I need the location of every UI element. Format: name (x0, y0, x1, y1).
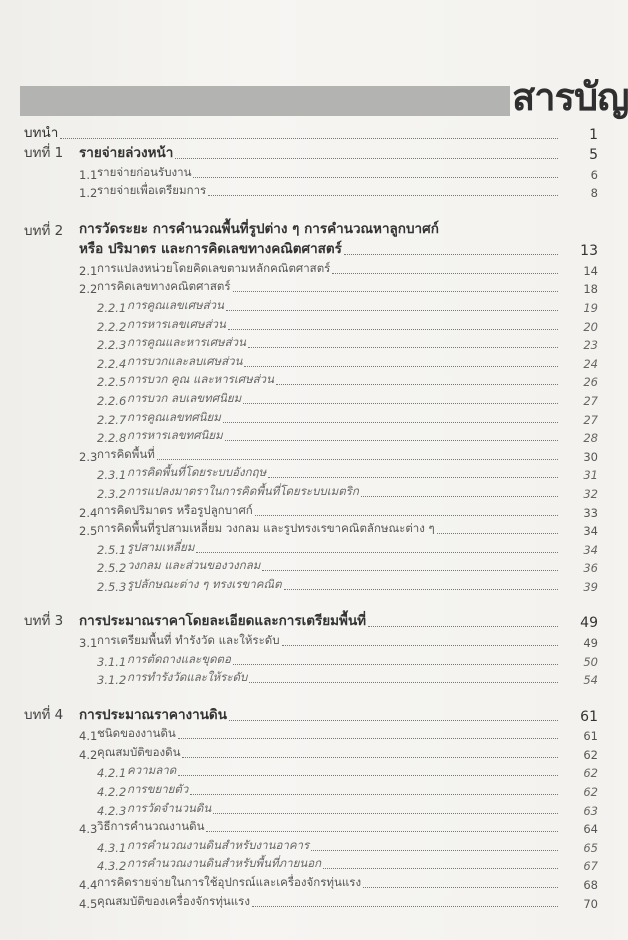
entry-title: การคูณและหารเศษส่วน (127, 335, 246, 350)
entry-title: รายจ่ายเพื่อเตรียมการ (97, 183, 207, 198)
page-number: 36 (583, 561, 598, 576)
entry-number: 2.1 (79, 263, 98, 278)
entry-title: การทำรังวัดและให้ระดับ (127, 670, 248, 685)
toc-section (0, 743, 614, 762)
page-number: 27 (583, 393, 598, 408)
dot-leader (268, 477, 558, 478)
dot-leader (233, 664, 558, 665)
entry-number: 2.3.2 (97, 486, 127, 501)
dot-leader (213, 813, 558, 814)
toc-chapter (0, 143, 614, 164)
page-number: 70 (583, 896, 598, 911)
page-number: 18 (583, 282, 598, 297)
toc-subsection (0, 650, 614, 669)
entry-number: 3.1.2 (97, 673, 127, 688)
entry-title: การแปลงมาตราในการคิดพื้นที่โดยระบบเมตริก (127, 483, 359, 498)
page-number: 31 (583, 468, 598, 483)
dot-leader (206, 831, 558, 832)
dot-leader (193, 177, 558, 178)
page-number: 67 (583, 859, 598, 874)
toc-section (0, 163, 614, 182)
dot-leader (233, 291, 558, 292)
toc-subsection (0, 315, 614, 334)
entry-number: 4.2 (79, 747, 98, 762)
dot-leader (196, 552, 558, 553)
entry-number: 2.2.8 (97, 431, 127, 446)
dot-leader (323, 868, 558, 869)
toc-subsection (0, 334, 614, 353)
dot-leader (157, 459, 558, 460)
toc-section (0, 631, 614, 650)
toc-section (0, 873, 614, 892)
entry-number: 4.2.1 (97, 766, 127, 781)
page-number: 50 (583, 654, 598, 669)
entry-number: 4.4 (79, 878, 98, 892)
dot-leader (363, 887, 558, 888)
entry-title: วงกลม และส่วนของวงกลม (127, 558, 261, 573)
dot-leader (243, 403, 558, 404)
page-number: 34 (583, 542, 598, 557)
page-number: 62 (583, 747, 598, 762)
toc-section (0, 182, 614, 201)
dot-leader (244, 366, 558, 367)
toc-section (0, 892, 614, 911)
toc-subsection (0, 762, 614, 781)
page-title: สารบัญ (512, 77, 628, 119)
entry-number: บทที่ 3 (24, 613, 64, 630)
entry-title: การคิดพื้นที่รูปสามเหลี่ยม วงกลม และรูปทรงเรขาคณิตลักษณะต่าง ๆ (97, 521, 435, 536)
toc-subsection (0, 557, 614, 576)
toc-subsection (0, 575, 614, 594)
page-number: 1 (589, 126, 598, 143)
entry-number: 2.2.6 (97, 393, 127, 408)
entry-number: 2.2.5 (97, 375, 127, 390)
page-number: 26 (583, 375, 598, 390)
dot-leader (208, 195, 558, 196)
dot-leader (178, 738, 558, 739)
entry-title-line1: การวัดระยะ การคำนวณพื้นที่รูปต่าง ๆ การคำนวณหาลูกบาศก์ (79, 221, 439, 238)
dot-leader (175, 158, 558, 159)
toc-subsection (0, 371, 614, 390)
entry-title: คุณสมบัติของเครื่องจักรทุ่นแรง (97, 893, 250, 908)
entry-title: การคิดเลขทางคณิตศาสตร์ (97, 279, 231, 294)
entry-number: 4.3.2 (97, 859, 127, 874)
entry-title: การบวกและลบเศษส่วน (127, 353, 243, 368)
dot-leader (223, 422, 558, 423)
header-bar (20, 86, 510, 116)
toc-subsection (0, 836, 614, 855)
toc-subsection (0, 799, 614, 818)
page-number: 24 (583, 356, 598, 371)
entry-number: 2.4 (79, 505, 98, 520)
entry-title: การวัดจำนวนดิน (127, 800, 212, 815)
dot-leader (368, 626, 558, 627)
dot-leader (182, 757, 558, 758)
entry-number: 2.2.4 (97, 356, 127, 371)
entry-title: การคิดพื้นที่ (97, 446, 155, 461)
entry-number: 2.2 (79, 282, 98, 297)
toc-section (0, 520, 614, 539)
entry-number: 4.3.1 (97, 840, 127, 855)
page-number: 62 (583, 785, 598, 800)
dot-leader (311, 850, 558, 851)
page-number: 34 (583, 524, 598, 539)
page-number: 20 (583, 319, 598, 334)
dot-leader (229, 720, 558, 721)
toc-chapter (0, 611, 614, 632)
entry-title: การคำนวณงานดินสำหรับพื้นที่ภายนอก (127, 856, 322, 871)
page-number: 23 (583, 338, 598, 353)
entry-title: รายจ่ายล่วงหน้า (79, 145, 174, 161)
dot-leader (249, 682, 558, 683)
page-number: 5 (589, 147, 598, 163)
table-of-contents (0, 122, 614, 911)
dot-leader (60, 138, 558, 139)
entry-number: 4.3 (79, 822, 98, 837)
entry-number: 4.2.3 (97, 803, 127, 818)
entry-title: ความลาด (127, 763, 177, 778)
page-number: 32 (583, 486, 598, 501)
entry-number: บทที่ 2 (24, 223, 64, 240)
toc-section (0, 501, 614, 520)
page-number: 14 (583, 263, 598, 278)
entry-line2 (0, 239, 614, 259)
entry-number: 4.2.2 (97, 785, 127, 800)
entry-title: การคิดพื้นที่โดยระบบอังกฤษ (127, 465, 267, 480)
entry-title: การคิดรายจ่ายในการใช้อุปกรณ์และเครื่องจักรทุ่นแรง (97, 875, 362, 889)
page-number: 27 (583, 412, 598, 427)
page-number: 62 (583, 766, 598, 781)
entry-number: 2.5.3 (97, 579, 127, 594)
entry-title: การแปลงหน่วยโดยคิดเลขตามหลักคณิตศาสตร์ (97, 260, 331, 275)
entry-number: 2.2.2 (97, 319, 127, 334)
entry-number: 2.5 (79, 524, 98, 539)
entry-number: 1.1 (79, 167, 98, 182)
toc-section (0, 445, 614, 464)
entry-number: 4.5 (79, 896, 98, 911)
entry-number: บทที่ 4 (24, 706, 64, 723)
entry-title: การคูณเลขเศษส่วน (127, 297, 224, 312)
entry-title: คุณสมบัติของดิน (97, 744, 181, 759)
entry-number: 2.3.1 (97, 468, 127, 483)
dot-leader (225, 440, 558, 441)
dot-leader (262, 570, 558, 571)
entry-title: การบวก ลบเลขทศนิยม (127, 390, 242, 405)
entry-title-line2: หรือ ปริมาตร และการคิดเลขทางคณิตศาสตร์ (79, 241, 342, 258)
toc-subsection (0, 296, 614, 315)
page-number: 6 (590, 167, 598, 182)
dot-leader (248, 347, 558, 348)
toc-subsection (0, 389, 614, 408)
entry-title: การขยายตัว (127, 782, 189, 797)
dot-leader (255, 515, 558, 516)
entry-number: 2.3 (79, 449, 98, 464)
entry-title: การคิดปริมาตร หรือรูปลูกบาศก์ (97, 502, 253, 517)
toc-subsection (0, 855, 614, 874)
dot-leader (332, 273, 558, 274)
entry-title: การหารเลขเศษส่วน (127, 316, 226, 331)
page-number: 49 (580, 615, 598, 632)
page-number: 65 (583, 840, 598, 855)
page-number: 33 (583, 505, 598, 520)
toc-chapter (0, 217, 614, 259)
entry-title: การบวก คูณ และหารเศษส่วน (127, 372, 274, 387)
entry-number: 2.2.1 (97, 300, 127, 315)
entry-number: บทที่ 1 (24, 145, 64, 161)
page-number: 68 (583, 878, 598, 892)
dot-leader (361, 496, 558, 497)
dot-leader (226, 310, 558, 311)
entry-number: 2.5.2 (97, 561, 127, 576)
toc-section (0, 818, 614, 837)
toc-subsection (0, 427, 614, 446)
page-number: 64 (583, 822, 598, 837)
page-number: 49 (583, 635, 598, 650)
toc-subsection (0, 482, 614, 501)
page-number: 63 (583, 803, 598, 818)
dot-leader (190, 794, 558, 795)
entry-title: การประมาณราคาโดยละเอียดและการเตรียมพื้นที่ (79, 613, 367, 630)
toc-subsection (0, 408, 614, 427)
entry-title: ชนิดของงานดิน (97, 726, 176, 741)
toc-section (0, 259, 614, 278)
dot-leader (252, 906, 558, 907)
toc-subsection (0, 464, 614, 483)
dot-leader (282, 645, 558, 646)
page-number: 28 (583, 431, 598, 446)
page-number: 8 (590, 186, 598, 201)
toc-subsection (0, 352, 614, 371)
entry-title: วิธีการคำนวณงานดิน (97, 819, 205, 834)
toc-chapter (0, 704, 614, 725)
entry-title: การคำนวณงานดินสำหรับงานอาคาร (127, 837, 310, 852)
toc-section (0, 278, 614, 297)
entry-title: การประมาณราคางานดิน (79, 706, 227, 723)
entry-title: การเตรียมพื้นที่ ทำรังวัด และให้ระดับ (97, 632, 280, 647)
entry-title: รูปสามเหลี่ยม (127, 539, 195, 554)
dot-leader (276, 384, 558, 385)
entry-number: 1.2 (79, 186, 98, 201)
dot-leader (284, 589, 558, 590)
toc-subsection (0, 538, 614, 557)
toc-section (0, 725, 614, 744)
entry-title: การคูณเลขทศนิยม (127, 409, 221, 424)
toc-subsection (0, 669, 614, 688)
page-number: 30 (583, 449, 598, 464)
entry-number: 2.5.1 (97, 542, 127, 557)
entry-number: 2.2.3 (97, 338, 127, 353)
entry-number: 2.2.7 (97, 412, 127, 427)
page-number: 61 (583, 729, 598, 744)
entry-number: 3.1 (79, 635, 98, 650)
page-number: 13 (580, 243, 598, 260)
dot-leader (437, 533, 558, 534)
entry-number: 3.1.1 (97, 654, 127, 669)
dot-leader (228, 329, 558, 330)
entry-title: บทนำ (24, 124, 59, 141)
toc-subsection (0, 780, 614, 799)
entry-title: การหารเลขทศนิยม (127, 428, 223, 443)
entry-number: 4.1 (79, 729, 98, 744)
page-number: 19 (583, 300, 598, 315)
dot-leader (344, 254, 558, 255)
dot-leader (178, 775, 558, 776)
page-number: 54 (583, 673, 598, 688)
page-number: 61 (580, 708, 598, 725)
entry-title: การตัดถางและขุดตอ (127, 651, 231, 666)
toc-chapter (0, 122, 614, 143)
page-number: 39 (583, 579, 598, 594)
entry-title: รายจ่ายก่อนรับงาน (97, 164, 192, 179)
entry-title: รูปลักษณะต่าง ๆ ทรงเรขาคณิต (127, 576, 282, 591)
